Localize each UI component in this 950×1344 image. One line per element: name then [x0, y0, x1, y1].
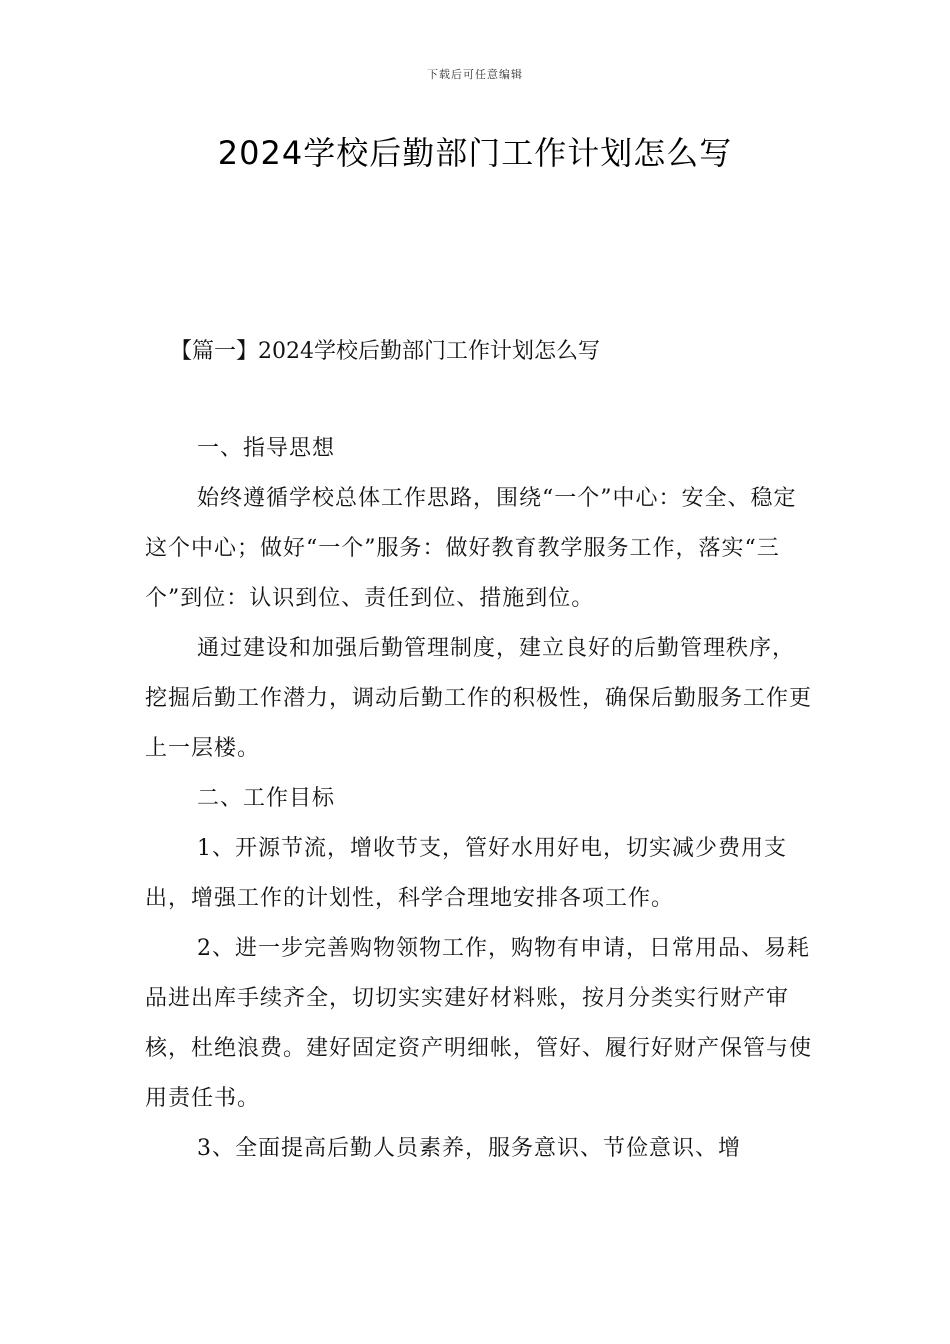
- paragraph: 通过建设和加强后勤管理制度，建立良好的后勤管理秩序，挖掘后勤工作潜力，调动后勤工作的积极性，确保后勤服务工作更上一层楼。: [145, 636, 813, 761]
- paragraph: 3、全面提高后勤人员素养，服务意识、节俭意识、增: [197, 1136, 741, 1161]
- paragraph-heading-guiding-ideology: 一、指导思想: [197, 436, 336, 461]
- paragraph: 2、进一步完善购物领物工作，购物有申请，日常用品、易耗品进出库手续齐全，切切实实建好材料账，按月分类实行财产审核，杜绝浪费。建好固定资产明细帐，管好、履行好财产保管与使用责任书。: [145, 936, 813, 1111]
- document-body: [145, 424, 815, 1174]
- document-title: 2024学校后勤部门工作计划怎么写: [217, 134, 733, 172]
- section-heading: 【篇一】2024学校后勤部门工作计划怎么写: [170, 339, 600, 364]
- paragraph-heading-work-goals: 二、工作目标: [197, 786, 336, 811]
- paragraph: 1、开源节流，增收节支，管好水用好电，切实减少费用支出，增强工作的计划性，科学合理地安排各项工作。: [145, 836, 787, 911]
- header-note: 下载后可任意编辑: [427, 68, 523, 81]
- paragraph: 始终遵循学校总体工作思路，围绕“一个”中心：安全、稳定这个中心；做好“一个”服务：做好教育教学服务工作，落实“三个”到位：认识到位、责任到位、措施到位。: [145, 486, 797, 611]
